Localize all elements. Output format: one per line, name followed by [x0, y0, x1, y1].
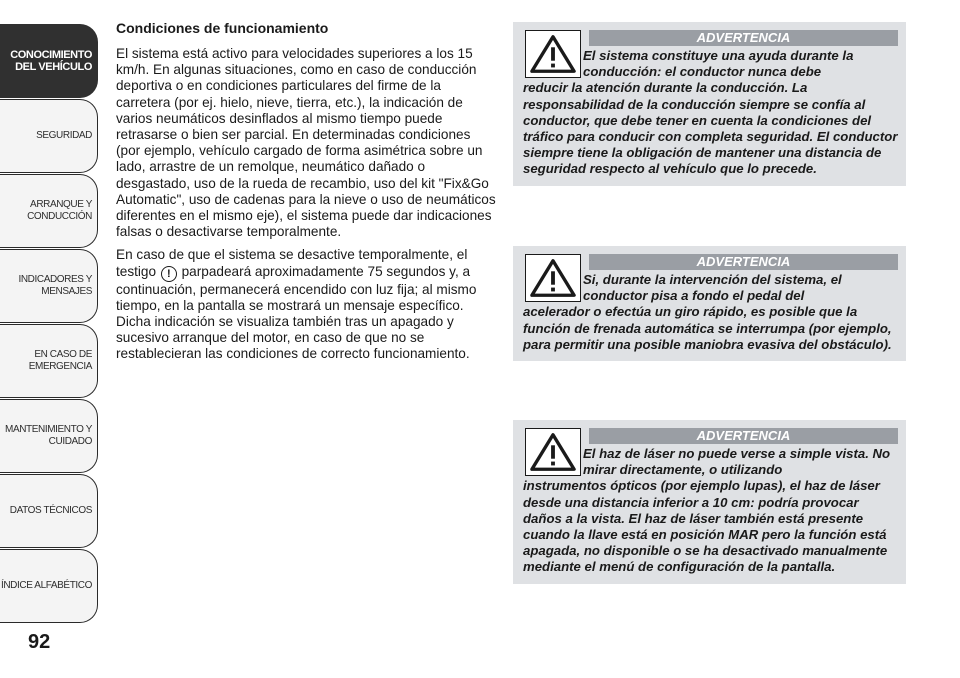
tab-label: MANTENIMIENTO Y CUIDADO: [5, 424, 92, 447]
tab-label: CONOCIMIENTO DEL VEHÍCULO: [10, 49, 92, 73]
warning-title: ADVERTENCIA: [589, 30, 898, 46]
warning-lead: El sistema constituye una ayuda durante la conducción: el conductor nunca debe: [583, 48, 854, 80]
warning-box: [513, 22, 906, 186]
warning-lead: El haz de láser no puede verse a simple vista. No mirar directamente, o utilizando: [583, 446, 891, 478]
tab-en-caso-de-emergencia[interactable]: [0, 324, 98, 398]
warning-lead: Si, durante la intervención del sistema, el conductor pisa a fondo el pedal del: [583, 272, 842, 304]
warning-body: acelerador o efectúa un giro rápido, es posible que la función de frenada automática se interrumpa (por ejemplo, para permitir una posible maniobra evasiva del obstáculo).: [523, 304, 892, 352]
warning-body: reducir la atención durante la conducción. La responsabilidad de la conducción siempre se confía al conductor, que debe tener en cuenta la condiciones del tráfico para conducir con completa seguridad. El conductor siempre tiene la obligación de mantener una distancia de seguridad respecto al vehículo que lo precede.: [523, 80, 898, 177]
paragraph-conditions: El sistema está activo para velocidades superiores a los 15 km/h. En algunas situaciones, como en caso de conducción deportiva o en condiciones particulares del firme de la carretera (por ej. hielo, nieve, tierra, etc.), la indicación de varios neumáticos desinflados al mismo tiempo puede retrasarse o bien ser parcial. En determinadas condiciones (por ejemplo, vehículo cargado de forma asimétrica sobre un lado, arrastre de un remolque, neumático dañado o desgastado, uso de la rueda de recambio, uso del kit "Fix&Go Automatic", uso de cadenas para la nieve o uso de neumáticos diferentes en el mismo eje), el sistema puede dar indicaciones falsas o desactivarse temporalmente.: [116, 46, 496, 240]
tab-label: ARRANQUE Y CONDUCCIÓN: [27, 199, 92, 222]
paragraph-text: En caso de que el sistema se desactive temporalmente, el testigo: [116, 247, 468, 279]
tab-label: ÍNDICE ALFABÉTICO: [0, 580, 92, 591]
tab-seguridad[interactable]: [0, 99, 98, 173]
page-number: 92: [28, 631, 51, 653]
main-text-column: [116, 20, 496, 370]
warning-title: ADVERTENCIA: [589, 254, 898, 270]
warning-triangle-icon: [525, 30, 581, 78]
warning-light-icon: !: [161, 266, 177, 282]
tab-conocimiento-del-vehiculo[interactable]: [0, 24, 98, 98]
section-heading: Condiciones de funcionamiento: [116, 20, 329, 36]
warning-triangle-icon: [525, 428, 581, 476]
warning-box: [513, 246, 906, 361]
tab-mantenimiento-y-cuidado[interactable]: [0, 399, 98, 473]
tab-indicadores-y-mensajes[interactable]: [0, 249, 98, 323]
warning-box: [513, 420, 906, 584]
warning-triangle-icon: [525, 254, 581, 302]
paragraph-text: parpadeará aproximadamente 75 segundos y, a continuación, permanecerá encendido con luz fija; al mismo tiempo, en la pantalla se mostrará un mensaje específico. Dicha indicación se visualiza también tras un apagado y sucesivo arranque del motor, en caso de que no se restablecieran las condiciones de correcto funcionamiento.: [116, 263, 477, 362]
warning-body: instrumentos ópticos (por ejemplo lupas), el haz de láser desde una distancia inferior a 10 cm: podría provocar daños a la vista. El haz de láser también está presente cuando la llave está en posición MAR pero la función está apagada, no disponible o se ha desactivado manualmente mediante el menú de configuración de la pantalla.: [523, 478, 888, 575]
tab-label: DATOS TÉCNICOS: [9, 505, 92, 516]
tab-datos-tecnicos[interactable]: [0, 474, 98, 548]
tab-indice-alfabetico[interactable]: [0, 549, 98, 623]
tab-label: EN CASO DE EMERGENCIA: [28, 349, 92, 372]
tab-arranque-y-conduccion[interactable]: [0, 174, 98, 248]
tab-label: SEGURIDAD: [36, 130, 92, 141]
warning-title: ADVERTENCIA: [589, 428, 898, 444]
paragraph-deactivation: [116, 247, 496, 362]
tab-label: INDICADORES Y MENSAJES: [18, 274, 92, 297]
